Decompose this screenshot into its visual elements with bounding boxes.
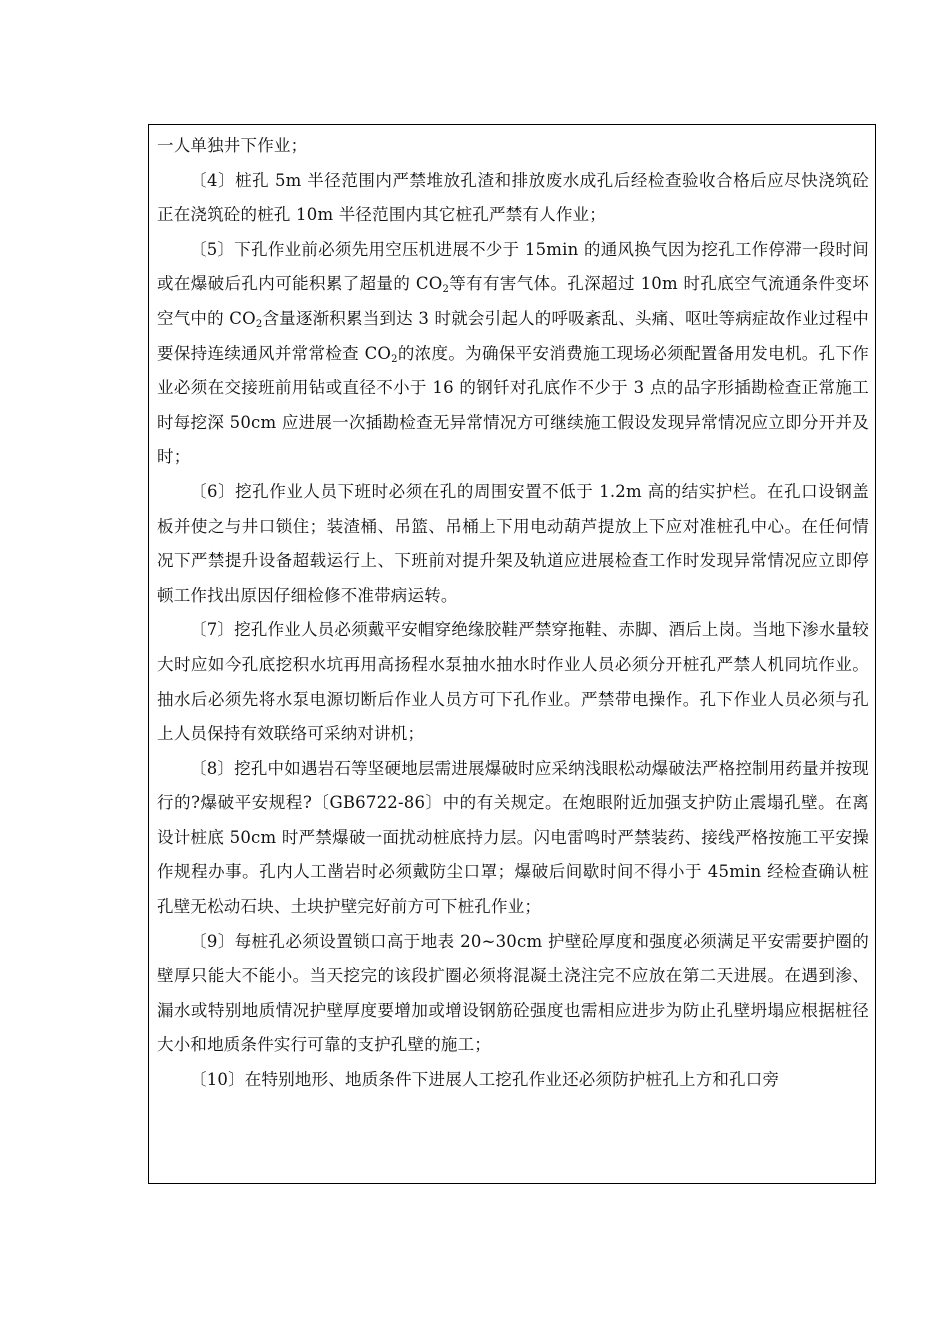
paragraph-item-8: 〔8〕挖孔中如遇岩石等坚硬地层需进展爆破时应采纳浅眼松动爆破法严格控制用药量并按现行的?爆破平安规程?〔GB6722-86〕中的有关规定。在炮眼附近加强支护防止震塌孔壁。在离设计桩底 50cm 时严禁爆破一面扰动桩底持力层。闪电雷鸣时严禁装药、接线严格按施工平安操作规程办事。孔内人工凿岩时必须戴防尘口罩；爆破后间歇时间不得小于 45min 经检查确认桩孔壁无松动石块、土块护壁完好前方可下桩孔作业； xyxy=(157,758,869,917)
paragraph-item-6: 〔6〕挖孔作业人员下班时必须在孔的周围安置不低于 1.2m 高的结实护栏。在孔口设钢盖板并使之与井口锁住；装渣桶、吊篮、吊桶上下用电动葫芦提放上下应对准桩孔中心。在任何情况下严禁提升设备超载运行上、下班前对提升架及轨道应进展检查工作时发现异常情况应立即停顿工作找出原因仔细检修不准带病运转。 xyxy=(157,481,869,605)
paragraph-item-5-part-d: 的浓度。为确保平安消费施工现场必须配置备用发电机。孔下作业必须在交接班前用钻或直径不小于 16 的钢钎对孔底作不少于 3 点的品字形插勘检查正常施工时每挖深 50cm 应进展一次插勘检查无异常情况方可继续施工假设发现异常情况应立即分开并及时； xyxy=(157,343,869,467)
document-body xyxy=(157,129,869,1098)
paragraph-item-5 xyxy=(157,233,869,475)
paragraph-item-7: 〔7〕挖孔作业人员必须戴平安帽穿绝缘胶鞋严禁穿拖鞋、赤脚、酒后上岗。当地下渗水量较大时应如今孔底挖积水坑再用高扬程水泵抽水抽水时作业人员必须分开桩孔严禁人机同坑作业。抽水后必须先将水泵电源切断后作业人员方可下孔作业。严禁带电操作。孔下作业人员必须与孔上人员保持有效联络可采纳对讲机； xyxy=(157,620,869,744)
paragraph-continuation: 一人单独井下作业； xyxy=(157,136,308,155)
paragraph-item-5-part-b: 等有有害气体。孔深超过 10m 时孔底空气流通条件变坏空气中的 CO xyxy=(157,274,870,328)
paragraph-item-5-part-a: 〔5〕下孔作业前必须先用空压机进展不少于 15min 的通风换气因为挖孔工作停滞一段时间或在爆破后孔内可能积累了超量的 CO xyxy=(157,239,869,294)
paragraph-item-4: 〔4〕桩孔 5m 半径范围内严禁堆放孔渣和排放废水成孔后经检查验收合格后应尽快浇筑砼正在浇筑砼的桩孔 10m 半径范围内其它桩孔严禁有人作业； xyxy=(157,170,869,225)
document-table-cell xyxy=(148,124,876,1184)
paragraph-item-9: 〔9〕每桩孔必须设置锁口高于地表 20~30cm 护壁砼厚度和强度必须满足平安需要护圈的壁厚只能大不能小。当天挖完的该段扩圈必须将混凝土浇注完不应放在第二天进展。在遇到渗、漏水或特别地质情况护壁厚度要增加或增设钢筋砼强度也需相应进步为防止孔壁坍塌应根据桩径大小和地质条件实行可靠的支护孔壁的施工； xyxy=(157,931,869,1055)
co2-subscript: 2 xyxy=(391,353,398,365)
co2-subscript: 2 xyxy=(442,284,450,296)
co2-subscript: 2 xyxy=(255,318,263,330)
paragraph-item-5-part-c: 含量逐渐积累当到达 3 时就会引起人的呼吸紊乱、头痛、呕吐等病症故作业过程中要保持连续通风并常常检查 CO xyxy=(157,308,870,363)
paragraph-item-10: 〔10〕在特别地形、地质条件下进展人工挖孔作业还必须防护桩孔上方和孔口旁 xyxy=(190,1070,780,1090)
